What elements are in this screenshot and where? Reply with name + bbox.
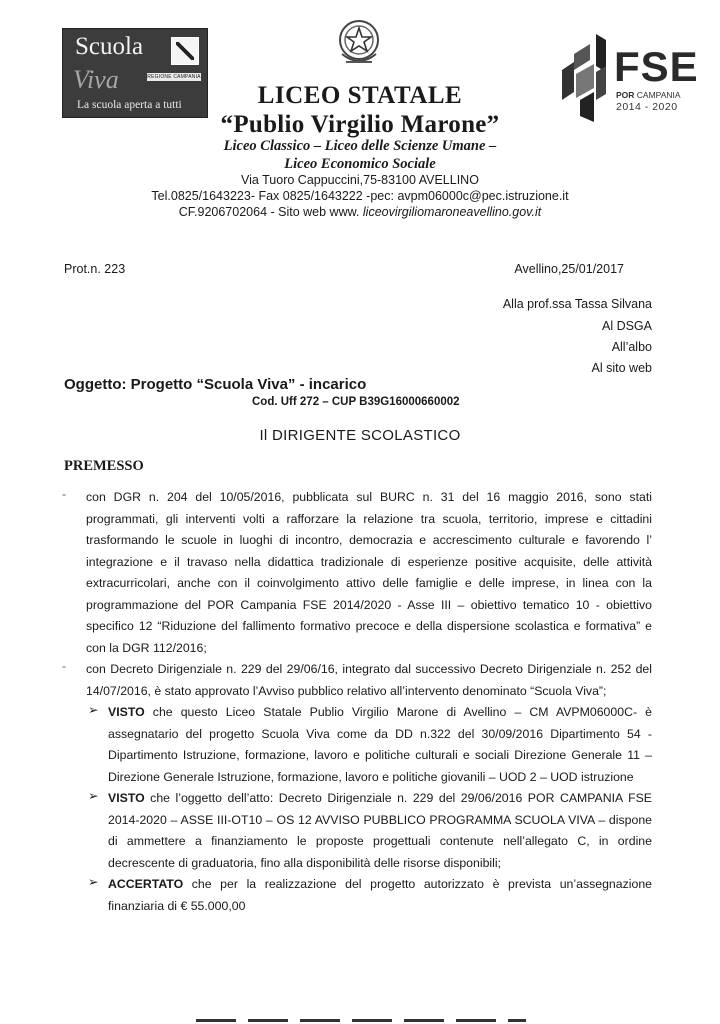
italian-republic-emblem-icon (336, 18, 382, 70)
section-heading: PREMESSO (64, 458, 144, 474)
bullet-item: VISTO che l’oggetto dell’atto: Decreto Dirigenziale n. 229 del 29/06/2016 POR CAMPANIA FSE 2014-2020 – ASSE III-OT10 – OS 12 AVVISO PUBBLICO PROGRAMMA SCUOLA VIVA – dispone di ammettere a finanziamento le proposte progettuali contenute nell’allegato C, in ordine decrescente di graduatoria, fino alla disponibilità delle risorse disponibili; (108, 791, 652, 870)
school-address: Via Tuoro Cappuccini,75-83100 AVELLINO (241, 173, 479, 187)
campania-flag-icon (171, 37, 199, 65)
website-link[interactable]: liceovirgiliomaroneavellino.gov.it (359, 205, 542, 219)
logo-title: Scuola (75, 33, 144, 60)
premise-paragraph: con DGR n. 204 del 10/05/2016, pubblicata sul BURC n. 31 del 16 maggio 2016, sono stati programmati, gli interventi volti a rafforzare la relazione tra scuola, territorio, imprese e cittadini trasformando le scuole in luoghi di incontro, democrazia e accrescimento culturale e favorendo l’ integrazione e il travaso nella didattica tradizionale di esperienze positive acquisite, delle attività extracurricolari, anche con il coinvolgimento attivo delle famiglie e delle imprese, in linea con la programmazione del POR Campania FSE 2014/2020 - Asse III – obiettivo tematico 10 - obiettivo specifico 12 “Riduzione del fallimento formativo precoce e della dispersione scolastica e formativa” e con la DGR 112/2016; (86, 490, 652, 655)
bullet-keyword: ACCERTATO (108, 877, 184, 891)
school-name: “Publio Virgilio Marone” (220, 111, 500, 138)
school-type: LICEO STATALE (257, 82, 463, 109)
page-bottom-divider (196, 1019, 526, 1022)
logo-region: REGIONE CAMPANIA (147, 74, 201, 80)
document-title: Il DIRIGENTE SCOLASTICO (259, 427, 461, 444)
fse-years: 2014 - 2020 (616, 101, 678, 113)
recipient: Al sito web (591, 361, 652, 375)
list-marker: - (62, 487, 67, 501)
subject-code: Cod. Uff 272 – CUP B39G16000660002 (252, 396, 460, 408)
arrow-bullet-icon: ➢ (88, 789, 99, 803)
bullet-keyword: VISTO (108, 705, 145, 719)
fse-mark: FSE (614, 43, 699, 90)
arrow-bullet-icon: ➢ (88, 703, 99, 717)
protocol-number: Prot.n. 223 (64, 262, 126, 276)
bullet-item: ACCERTATO che per la realizzazione del progetto autorizzato è prevista un’assegnazione finanziaria di € 55.000,00 (108, 877, 652, 913)
list-marker: - (62, 659, 67, 673)
recipient: All’albo (611, 340, 652, 354)
fse-program: POR CAMPANIA (616, 90, 681, 100)
arrow-bullet-icon: ➢ (88, 875, 99, 889)
logo-brand: Viva (73, 65, 119, 94)
premise-paragraph: con Decreto Dirigenziale n. 229 del 29/06/16, integrato dal successivo Decreto Dirigenziale n. 252 del 14/07/2016, è stato approvato l’Avviso pubblico relativo all’intervento denominato “Scuola Viva”; (86, 662, 652, 698)
place-date: Avellino,25/01/2017 (514, 262, 624, 276)
subject-line: Oggetto: Progetto “Scuola Viva” - incarico (64, 376, 367, 393)
bullet-item: VISTO che questo Liceo Statale Publio Virgilio Marone di Avellino – CM AVPM06000C- è assegnatario del progetto Scuola Viva come da DD n.322 del 30/09/2016 Dipartimento 54 - Dipartimento Istruzione, formazione, lavoro e politiche culturali e sociali Direzione Generale 11 – Direzione Generale Istruzione, formazione, lavoro e politiche giovanili – UOD 2 – UOD istruzione (108, 705, 652, 784)
logo-tagline: La scuola aperta a tutti (77, 99, 182, 111)
school-contacts: Tel.0825/1643223- Fax 0825/1643222 -pec: avpm06000c@pec.istruzione.it (151, 189, 569, 203)
curricula-line-1: Liceo Classico – Liceo delle Scienze Umane – (223, 138, 497, 154)
school-codes: CF.9206702064 - Sito web www. liceovirgiliomaroneavellino.gov.it (178, 205, 542, 219)
recipient: Alla prof.ssa Tassa Silvana (502, 297, 652, 311)
bullet-keyword: VISTO (108, 791, 145, 805)
curricula-line-2: Liceo Economico Sociale (284, 156, 436, 172)
recipient: Al DSGA (601, 319, 652, 333)
